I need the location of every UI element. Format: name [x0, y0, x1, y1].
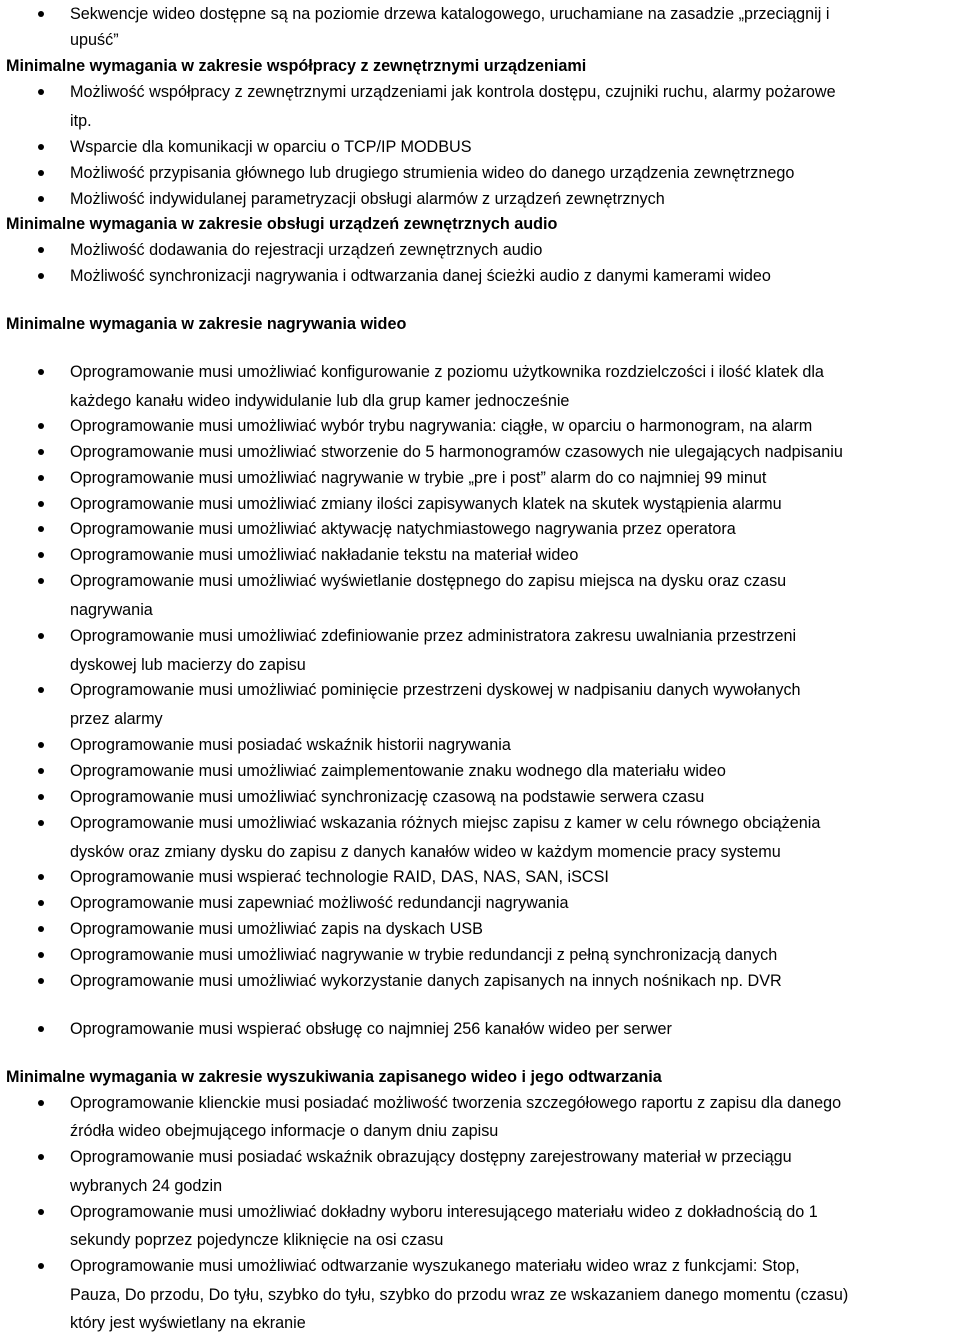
- list-item-line: każdego kanału wideo indywidulanie lub dla grup kamer jednocześnie: [70, 392, 570, 410]
- list-item-line: przez alarmy: [70, 710, 163, 728]
- bullet-icon: [38, 874, 44, 880]
- list-item-line: Możliwość współpracy z zewnętrznymi urządzeniami jak kontrola dostępu, czujniki ruchu, alarmy pożarowe: [70, 83, 836, 101]
- list-item-line: Oprogramowanie musi umożliwiać aktywację natychmiastowego nagrywania przez operatora: [70, 520, 736, 538]
- list-item-line: Oprogramowanie musi wspierać obsługę co najmniej 256 kanałów wideo per serwer: [70, 1020, 672, 1038]
- bullet-icon: [38, 633, 44, 639]
- bullet-icon: [38, 1026, 44, 1032]
- list-item-line: Wsparcie dla komunikacji w oparciu o TCP/IP MODBUS: [70, 138, 472, 156]
- bullet-icon: [38, 552, 44, 558]
- bullet-icon: [38, 952, 44, 958]
- list-item-line: Oprogramowanie musi umożliwiać zmiany ilości zapisywanych klatek na skutek wystąpienia alarmu: [70, 495, 782, 513]
- list-item-line: Możliwość dodawania do rejestracji urządzeń zewnętrznych audio: [70, 241, 543, 259]
- bullet-icon: [38, 1263, 44, 1269]
- list-item-line: Oprogramowanie musi umożliwiać zaimplementowanie znaku wodnego dla materiału wideo: [70, 762, 726, 780]
- list-item-line: Oprogramowanie musi umożliwiać zapis na dyskach USB: [70, 920, 483, 938]
- list-item-line: Oprogramowanie klienckie musi posiadać możliwość tworzenia szczegółowego raportu z zapisu dla danego: [70, 1094, 842, 1112]
- bullet-icon: [38, 170, 44, 176]
- bullet-icon: [38, 900, 44, 906]
- list-item-line: Sekwencje wideo dostępne są na poziomie drzewa katalogowego, uruchamiane na zasadzie „przeciągnij i: [70, 5, 830, 23]
- list-item-line: Możliwość indywidulanej parametryzacji obsługi alarmów z urządzeń zewnętrznych: [70, 190, 665, 208]
- bullet-icon: [38, 144, 44, 150]
- list-item-line: dyskowej lub macierzy do zapisu: [70, 656, 306, 674]
- list-item-line: Oprogramowanie musi umożliwiać dokładny wyboru interesującego materiału wideo z dokładnością do 1: [70, 1203, 818, 1221]
- list-item-line: upuść”: [70, 31, 119, 49]
- section-heading: Minimalne wymagania w zakresie wyszukiwania zapisanego wideo i jego odtwarzania: [6, 1068, 662, 1086]
- list-item-line: Oprogramowanie musi posiadać wskaźnik obrazujący dostępny zarejestrowany materiał w przeciągu: [70, 1148, 792, 1166]
- bullet-icon: [38, 978, 44, 984]
- bullet-icon: [38, 196, 44, 202]
- bullet-icon: [38, 1100, 44, 1106]
- list-item-line: Oprogramowanie musi umożliwiać zdefiniowanie przez administratora zakresu uwalniania przestrzeni: [70, 627, 797, 645]
- bullet-icon: [38, 501, 44, 507]
- list-item-line: Oprogramowanie musi umożliwiać konfigurowanie z poziomu użytkownika rozdzielczości i ilość klatek dla: [70, 363, 824, 381]
- bullet-icon: [38, 578, 44, 584]
- list-item-line: dysków oraz zmiany dysku do zapisu z danych kanałów wideo w każdym momencie pracy systemu: [70, 843, 781, 861]
- bullet-icon: [38, 11, 44, 17]
- bullet-icon: [38, 369, 44, 375]
- list-item-line: Możliwość synchronizacji nagrywania i odtwarzania danej ścieżki audio z danymi kamerami wideo: [70, 267, 771, 285]
- bullet-icon: [38, 449, 44, 455]
- list-item-line: Oprogramowanie musi umożliwiać stworzenie do 5 harmonogramów czasowych nie ulegających nadpisaniu: [70, 443, 843, 461]
- bullet-icon: [38, 423, 44, 429]
- section-heading: Minimalne wymagania w zakresie obsługi urządzeń zewnętrznych audio: [6, 215, 558, 233]
- bullet-icon: [38, 687, 44, 693]
- section-heading: Minimalne wymagania w zakresie współpracy z zewnętrznymi urządzeniami: [6, 57, 587, 75]
- list-item-line: Oprogramowanie musi posiadać wskaźnik historii nagrywania: [70, 736, 511, 754]
- list-item-line: Oprogramowanie musi umożliwiać nagrywanie w trybie redundancji z pełną synchronizacją danych: [70, 946, 778, 964]
- bullet-icon: [38, 475, 44, 481]
- list-item-line: Możliwość przypisania głównego lub drugiego strumienia wideo do danego urządzenia zewnętrznego: [70, 164, 795, 182]
- list-item-line: Oprogramowanie musi umożliwiać synchronizację czasową na podstawie serwera czasu: [70, 788, 705, 806]
- bullet-icon: [38, 768, 44, 774]
- bullet-icon: [38, 742, 44, 748]
- bullet-icon: [38, 273, 44, 279]
- bullet-icon: [38, 926, 44, 932]
- list-item-line: Oprogramowanie musi umożliwiać nakładanie tekstu na materiał wideo: [70, 546, 579, 564]
- list-item-line: który jest wyświetlany na ekranie: [70, 1314, 306, 1332]
- list-item-line: Oprogramowanie musi umożliwiać pominięcie przestrzeni dyskowej w nadpisaniu danych wywołanych: [70, 681, 801, 699]
- list-item-line: Oprogramowanie musi umożliwiać wyświetlanie dostępnego do zapisu miejsca na dysku oraz czasu: [70, 572, 787, 590]
- list-item-line: wybranych 24 godzin: [70, 1177, 223, 1195]
- bullet-icon: [38, 1209, 44, 1215]
- bullet-icon: [38, 820, 44, 826]
- bullet-icon: [38, 1154, 44, 1160]
- list-item-line: Oprogramowanie musi wspierać technologie RAID, DAS, NAS, SAN, iSCSI: [70, 868, 609, 886]
- list-item-line: źródła wideo obejmującego informacje o danym dniu zapisu: [70, 1122, 499, 1140]
- list-item-line: Oprogramowanie musi umożliwiać wykorzystanie danych zapisanych na innych nośnikach np. DVR: [70, 972, 782, 990]
- list-item-line: nagrywania: [70, 601, 153, 619]
- bullet-icon: [38, 247, 44, 253]
- section-heading: Minimalne wymagania w zakresie nagrywania wideo: [6, 315, 407, 333]
- list-item-line: Pauza, Do przodu, Do tyłu, szybko do tyłu, szybko do przodu wraz ze wskazaniem danego momentu (czasu): [70, 1286, 849, 1304]
- list-item-line: Oprogramowanie musi zapewniać możliwość redundancji nagrywania: [70, 894, 569, 912]
- list-item-line: sekundy poprzez pojedyncze kliknięcie na osi czasu: [70, 1231, 444, 1249]
- bullet-icon: [38, 526, 44, 532]
- list-item-line: itp.: [70, 112, 92, 130]
- list-item-line: Oprogramowanie musi umożliwiać wskazania różnych miejsc zapisu z kamer w celu równego obciążenia: [70, 814, 821, 832]
- list-item-line: Oprogramowanie musi umożliwiać odtwarzanie wyszukanego materiału wideo wraz z funkcjami: Stop,: [70, 1257, 800, 1275]
- list-item-line: Oprogramowanie musi umożliwiać wybór trybu nagrywania: ciągłe, w oparciu o harmonogram, na alarm: [70, 417, 813, 435]
- bullet-icon: [38, 794, 44, 800]
- list-item-line: Oprogramowanie musi umożliwiać nagrywanie w trybie „pre i post” alarm do co najmniej 99 minut: [70, 469, 767, 487]
- bullet-icon: [38, 89, 44, 95]
